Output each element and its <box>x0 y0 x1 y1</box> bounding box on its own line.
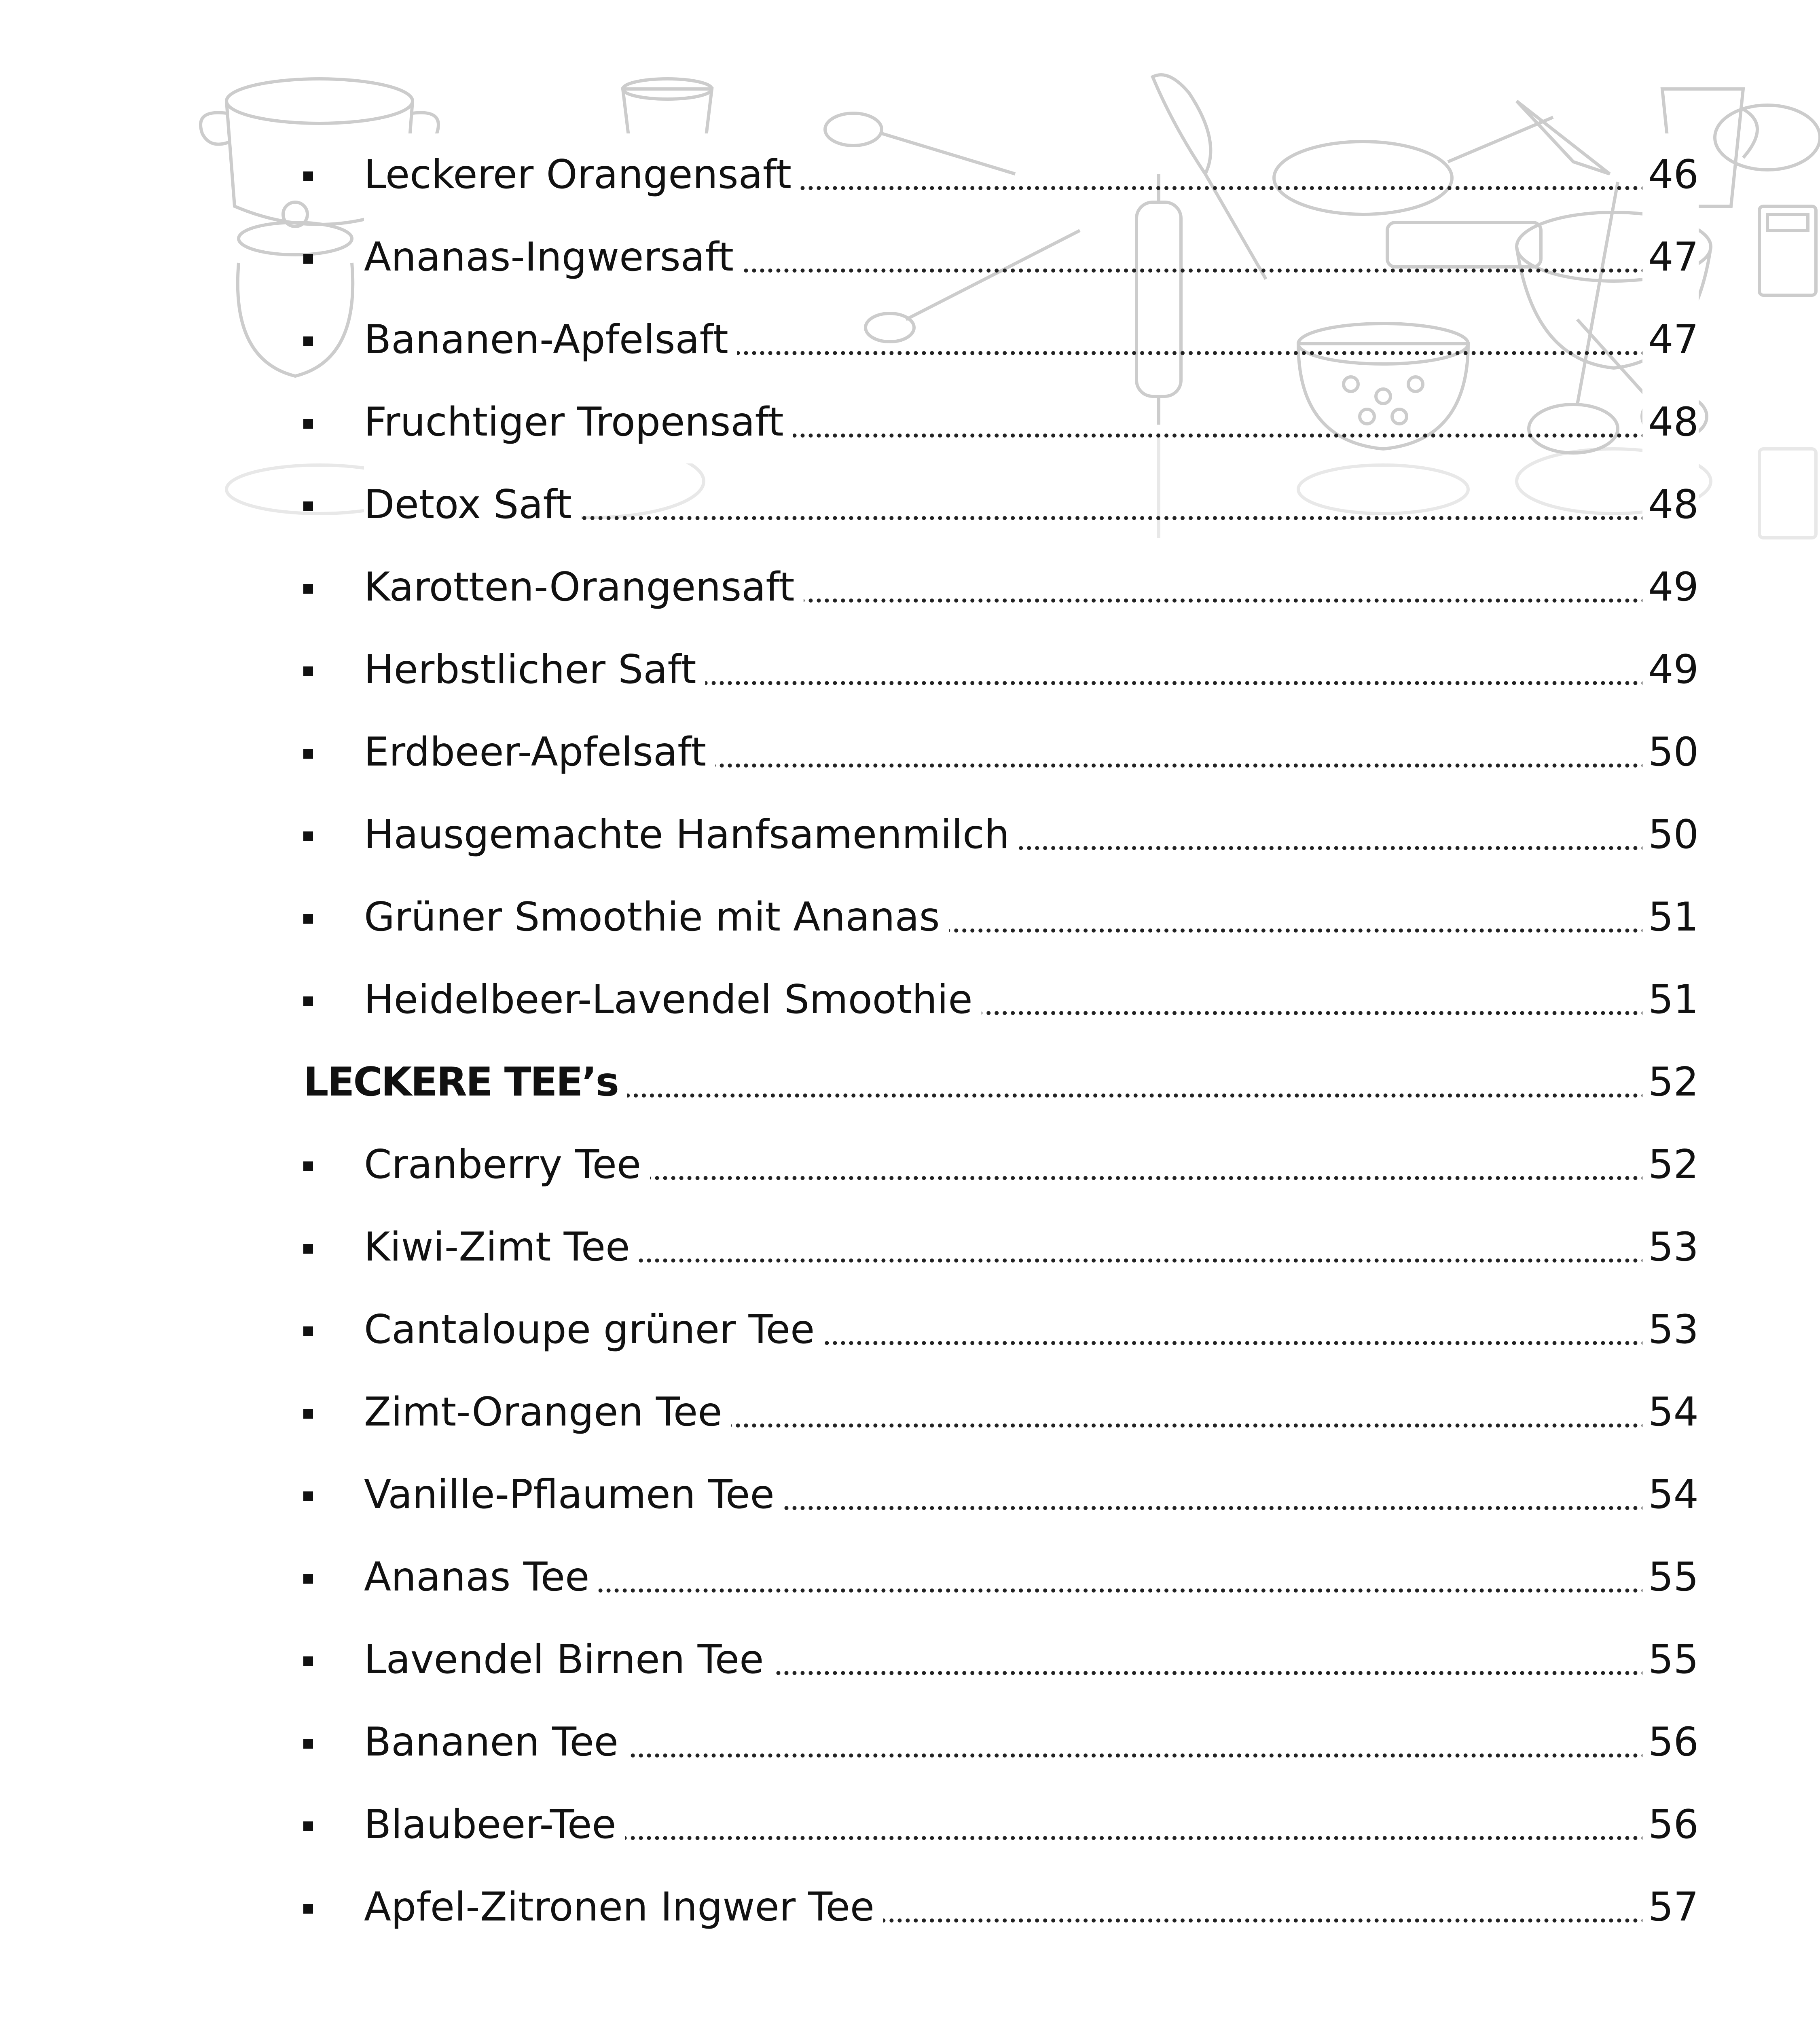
toc-entry[interactable] <box>303 1701 1699 1783</box>
toc-entry[interactable] <box>303 381 1699 463</box>
toc-page-number: 48 <box>1648 482 1699 528</box>
toc-page-number: 54 <box>1648 1389 1699 1435</box>
toc-entry-title: Blaubeer-Tee <box>364 1802 616 1848</box>
bullet-icon <box>303 914 313 924</box>
toc-page-number: 56 <box>1648 1719 1699 1765</box>
toc-page-number: 54 <box>1648 1472 1699 1518</box>
toc-page-number: 47 <box>1648 234 1699 280</box>
toc-page-number: 50 <box>1648 729 1699 775</box>
toc-page-number: 46 <box>1648 152 1699 198</box>
toc-entry[interactable] <box>303 133 1699 216</box>
toc-page-number: 49 <box>1648 564 1699 610</box>
bullet-icon <box>303 1739 313 1749</box>
bullet-icon <box>303 419 313 429</box>
toc-entry[interactable] <box>303 876 1699 958</box>
toc-page-number: 48 <box>1648 399 1699 445</box>
toc-entry[interactable] <box>303 1536 1699 1618</box>
toc-page-number: 53 <box>1648 1224 1699 1270</box>
toc-entry-title: Vanille-Pflaumen Tee <box>364 1472 775 1518</box>
bullet-icon <box>303 1491 313 1501</box>
toc-entry-title: Leckerer Orangensaft <box>364 152 791 198</box>
toc-page-number: 47 <box>1648 317 1699 363</box>
toc-entry[interactable] <box>303 1783 1699 1866</box>
bullet-icon <box>303 1821 313 1831</box>
toc-entry[interactable] <box>303 628 1699 711</box>
toc-entry-title: Herbstlicher Saft <box>364 647 696 693</box>
toc-entry-title: Lavendel Birnen Tee <box>364 1637 764 1683</box>
toc-page-number: 53 <box>1648 1307 1699 1353</box>
bullet-icon <box>303 171 313 181</box>
toc-entry-title: Cantaloupe grüner Tee <box>364 1307 815 1353</box>
bullet-icon <box>303 1656 313 1666</box>
toc-entry[interactable] <box>303 1288 1699 1371</box>
toc-entry-title: Bananen Tee <box>364 1719 618 1765</box>
bullet-icon <box>303 254 313 264</box>
toc-page-number: 56 <box>1648 1802 1699 1848</box>
toc-entry-title: Grüner Smoothie mit Ananas <box>364 894 940 940</box>
bullet-icon <box>303 1326 313 1336</box>
toc-entry-title: Apfel-Zitronen Ingwer Tee <box>364 1884 875 1930</box>
springform-pan-icon <box>1715 105 1820 170</box>
toc-page-number: 52 <box>1648 1059 1699 1105</box>
toc-entry[interactable] <box>303 793 1699 876</box>
toc-entry-title: Detox Saft <box>364 482 572 528</box>
table-of-contents <box>303 133 1699 1948</box>
bullet-icon <box>303 1244 313 1254</box>
toc-entry[interactable] <box>303 1866 1699 1948</box>
toc-entry-title: Ananas Tee <box>364 1554 590 1600</box>
toc-page-number: 51 <box>1648 894 1699 940</box>
bullet-icon <box>303 996 313 1006</box>
toc-entry[interactable] <box>303 216 1699 298</box>
bullet-icon <box>303 749 313 759</box>
toc-page-number: 55 <box>1648 1554 1699 1600</box>
toc-entry-title: LECKERE TEE’s <box>303 1059 618 1105</box>
toc-entry[interactable] <box>303 1453 1699 1536</box>
toc-entry-title: Erdbeer-Apfelsaft <box>364 729 707 775</box>
toc-page-number: 55 <box>1648 1637 1699 1683</box>
toc-entry[interactable] <box>303 463 1699 546</box>
bullet-icon <box>303 666 313 676</box>
toc-page-number: 50 <box>1648 812 1699 858</box>
bullet-icon <box>303 831 313 841</box>
toc-entry[interactable] <box>303 1123 1699 1206</box>
toc-entry[interactable] <box>303 298 1699 381</box>
toc-entry[interactable] <box>303 546 1699 628</box>
bullet-icon <box>303 1409 313 1419</box>
toc-entry-title: Karotten-Orangensaft <box>364 564 795 610</box>
bullet-icon <box>303 1904 313 1914</box>
toc-section-heading[interactable] <box>303 1041 1699 1123</box>
toc-entry-title: Zimt-Orangen Tee <box>364 1389 722 1435</box>
toc-entry-title: Heidelbeer-Lavendel Smoothie <box>364 977 973 1023</box>
bullet-icon <box>303 1574 313 1584</box>
toc-page-number: 52 <box>1648 1142 1699 1188</box>
toc-page-number: 51 <box>1648 977 1699 1023</box>
bullet-icon <box>303 584 313 594</box>
toc-entry-title: Cranberry Tee <box>364 1142 641 1188</box>
bullet-icon <box>303 501 313 511</box>
toc-entry-title: Hausgemachte Hanfsamenmilch <box>364 812 1010 858</box>
toc-entry[interactable] <box>303 711 1699 793</box>
toc-page-number: 57 <box>1648 1884 1699 1930</box>
toc-entry-title: Fruchtiger Tropensaft <box>364 399 784 445</box>
bullet-icon <box>303 1161 313 1171</box>
toc-entry-title: Bananen-Apfelsaft <box>364 317 728 363</box>
toc-page-number: 49 <box>1648 647 1699 693</box>
toc-entry[interactable] <box>303 1618 1699 1701</box>
toc-entry-title: Kiwi-Zimt Tee <box>364 1224 630 1270</box>
toc-entry[interactable] <box>303 958 1699 1041</box>
kitchen-scale-icon <box>1759 206 1816 295</box>
toc-entry-title: Ananas-Ingwersaft <box>364 234 734 280</box>
toc-entry[interactable] <box>303 1371 1699 1453</box>
toc-entry[interactable] <box>303 1206 1699 1288</box>
bullet-icon <box>303 336 313 346</box>
